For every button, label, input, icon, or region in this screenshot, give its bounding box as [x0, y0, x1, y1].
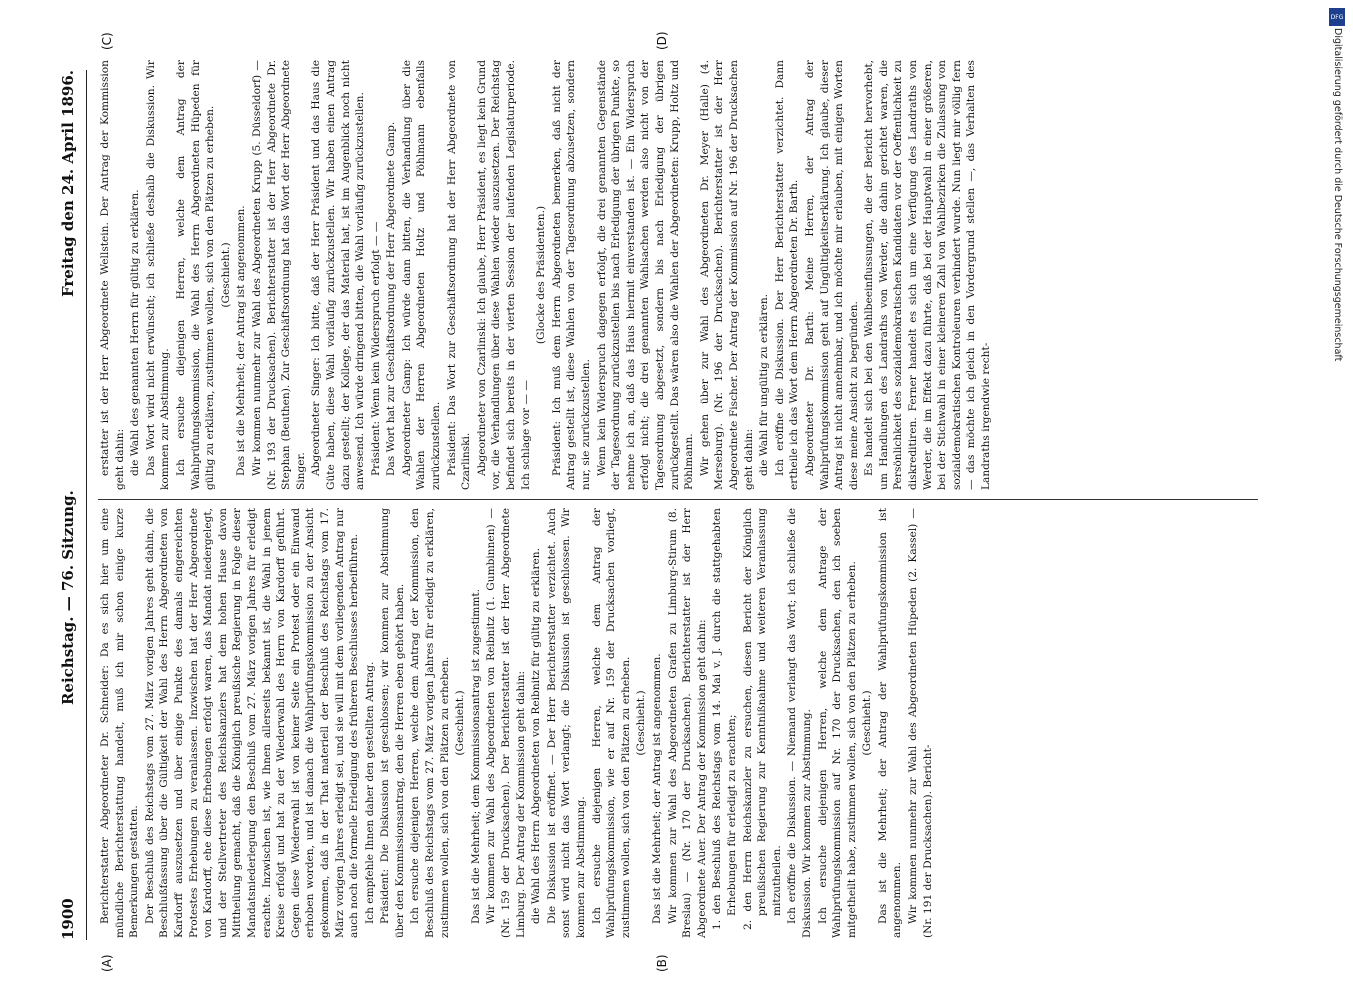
paragraph: Die Diskussion ist eröffnet. — Der Herr Berichterstatter verzichtet. Auch sonst wird nicht das Wort verlangt; die Diskussion ist geschlossen. Wir kommen zur Abstimmung.	[545, 508, 587, 938]
paragraph: Das Wort wird nicht erwünscht; ich schließe deshalb die Diskussion. Wir kommen zur Abstimmung.	[144, 60, 172, 490]
paragraph: Ich ersuche diejenigen Herren, welche dem Antrage der Wahlprüfungskommission auf Nr. 170 der Drucksachen, den ich soeben mitgetheilt habe, zustimmen wollen, sich von den Plätzen zu erheben.	[816, 508, 858, 938]
column-divider	[98, 499, 1258, 500]
paragraph: Wir kommen nunmehr zur Wahl des Abgeordneten Hüpeden (2. Kassel) — (Nr. 191 der Drucksachen). Bericht-	[907, 508, 934, 938]
margin-marker-d: (D)	[655, 31, 669, 50]
dfg-logo-icon: DFG	[1329, 8, 1345, 26]
margin-marker-b: (B)	[655, 954, 669, 972]
paragraph: Wir gehen über zur Wahl des Abgeordneten Dr. Meyer (Halle) (4. Merseburg). (Nr. 196 der Drucksachen). Berichterstatter ist der Herr Abgeordnete Fischer. Der Antrag der Kommission auf Nr. 196 der Drucksachen geht dahin:	[698, 60, 755, 490]
paragraph: Der Beschluß des Reichstags vom 27. März vorigen Jahres geht dahin, die Beschlußfassung über die Gültigkeit der Wahl des Herrn Abgeordneten von Kardorff auszusetzen und über einige Punkte des damals eingereichten Protestes Erhebungen zu veranlassen. Inzwischen hat der Herr Abgeordnete von Kardorff, ehe diese Erhebungen erfolgt waren, das Mandat niedergelegt, und der Stellvertreter des Reichskanzlers hat dem hohen Hause davon Mittheilung gemacht, daß die Königlich preußische Regierung in Folge dieser Mandatsniederlegung den Beschluß vom 27. März vorigen Jahres für erledigt erachte. Inzwischen ist, wie Ihnen allerseits bekannt ist, die Wahl in jenem Kreise erfolgt und hat zu der Wiederwahl des Herrn von Kardorff geführt. Gegen diese Wiederwahl ist von keiner Seite ein Protest oder ein Einwand erhoben worden, und ist danach die Wahlprüfungskommission zu der Ansicht gekommen, daß in der That materiell der Beschluß des Reichstags vom 17. März vorigen Jahres erledigt sei, und sie will mit dem vorliegenden Antrag nur auch noch die formelle Erledigung des früheren Beschlusses herbeiführen.	[143, 508, 361, 938]
paragraph: Präsident: Ich muß dem Herrn Abgeordneten bemerken, daß nicht der Antrag gestellt ist, diese Wahlen von der Tagesordnung abzusetzen, sondern nur, sie zurückzustellen.	[550, 60, 592, 490]
paragraph: Abgeordneter Dr. Barth: Meine Herren, der Antrag der Wahlprüfungskommission geht auf Ungültigkeitserklärung. Ich glaube, dieser Antrag ist nicht annehmbar, und ich möchte mir erlauben, mit einigen Worten diese meine Ansicht zu begründen.	[803, 60, 860, 490]
margin-marker-a: (A)	[100, 954, 114, 972]
paragraph: Wir kommen zur Wahl des Abgeordneten von Reibnitz (1. Gumbinnen) — (Nr. 159 der Drucksachen). Der Berichterstatter ist der Herr Abgeordnete Limburg. Der Antrag der Kommission geht dahin:	[485, 508, 527, 938]
paragraph: Präsident: Wenn kein Widerspruch erfolgt — —	[369, 221, 382, 476]
paragraph: Ich ersuche diejenigen Herren, welche dem Antrag der Wahlprüfungskommission, die Wahl des Herrn Abgeordneten Hüpeden für gültig zu erklären, zustimmen wollen, sich von den Plätzen zu erheben.	[174, 60, 217, 490]
paragraph: Das ist die Mehrheit; der Antrag ist angenommen.	[650, 653, 663, 924]
digitization-sidebar	[1327, 6, 1347, 996]
paragraph: Das ist die Mehrheit; dem Kommissionsantrag ist zugestimmt.	[469, 588, 482, 924]
session-date: Freitag den 24. April 1896.	[59, 70, 77, 297]
page-number: 1900	[59, 898, 77, 940]
paragraph: (Geschieht.)	[219, 242, 232, 308]
paragraph: (Geschieht.)	[454, 690, 467, 756]
paragraph: Ich ersuche diejenigen Herren, welche dem Antrag der Kommission, den Beschluß des Reichstags vom 27. März vorigen Jahres für erledigt zu erklären, zustimmen wollen, sich von den Plätzen zu erheben.	[409, 508, 451, 938]
digitization-credit: Digitalisierung gefördert durch die Deutsche Forschungsgemeinschaft	[1332, 28, 1343, 362]
paragraph: Abgeordneter von Czarlinski: Ich glaube, Herr Präsident, es liegt kein Grund vor, die Verhandlungen über diese Wahlen wieder auszusetzen. Der Reichstag befindet sich bereits in der vierten Session der laufenden Legislaturperiode. Ich schlage vor — —	[475, 60, 532, 490]
right-column	[98, 60, 1263, 490]
paragraph: Das ist die Mehrheit; der Antrag ist angenommen.	[235, 205, 248, 476]
paragraph: (Geschieht.)	[861, 690, 874, 756]
paragraph: Abgeordneter Gamp: Ich würde dann bitten, die Verhandlung über die Wahlen der Herren Abgeordneten Holtz und Pöhlmann ebenfalls zurückzustellen.	[400, 60, 443, 490]
paragraph: Das ist die Mehrheit; der Antrag der Wahlprüfungskommission ist angenommen.	[876, 508, 904, 938]
paragraph: die Wahl des Herrn Abgeordneten von Reibnitz für gültig zu erklären.	[530, 548, 543, 924]
paragraph: Ich eröffne die Diskussion. Der Herr Berichterstatter verzichtet. Dann ertheile ich das Wort dem Herrn Abgeordneten Dr. Barth.	[773, 60, 801, 490]
paragraph: Präsident: Das Wort zur Geschäftsordnung hat der Herr Abgeordnete von Czarlinski.	[445, 60, 473, 490]
paragraph: die Wahl des genannten Herrn für gültig zu erklären.	[129, 189, 142, 476]
paragraph: Wenn kein Widerspruch dagegen erfolgt, die drei genannten Gegenstände der Tagesordnung zurückzustellen bis nach Erledigung der übrigen Punkte, so nehme ich an, daß das Haus hiermit einverstanden ist. — Ein Widerspruch erfolgt nicht; die drei genannten Wahlsachen werden also nicht von der Tagesordnung abgesetzt, sondern bis nach Erledigung der übrigen zurückgestellt. Das wären also die Wahlen der Abgeordneten: Krupp, Holtz und Pöhlmann.	[595, 60, 696, 490]
paragraph: (Glocke des Präsidenten.)	[535, 205, 548, 345]
paragraph: erstatter ist der Herr Abgeordnete Wellstein. Der Antrag der Kommission geht dahin:	[99, 60, 126, 490]
paragraph: 2. den Herrn Reichskanzler zu ersuchen, diesen Bericht der Königlich preußischen Regierung zur Kenntnißnahme und weiteren Veranlassung mitzutheilen.	[741, 508, 783, 930]
paragraph: 1. den Beschluß des Reichstags vom 14. Mai v. J. durch die stattgehabten Erhebungen für erledigt zu erachten;	[711, 508, 738, 930]
paragraph: (Geschieht.)	[635, 690, 648, 756]
page-header	[50, 70, 87, 940]
paragraph: Es handelt sich bei den Wahlbeeinflussungen, die der Bericht hervorhebt, um Handlungen des Landraths von Werder, die dahin gerichtet waren, die Persönlichkeit des sozialdemokratischen Kandidaten vor der Oeffentlichkeit zu diskreditiren. Ferner handelt es sich um eine Verfügung des Landraths von Werder, die im Effekt dazu führte, daß bei der Hauptwahl in einer größeren, bei der Stichwahl in einer kleineren Zahl von Wahlbezirken die Zulassung von sozialdemokratischen Kontroleuren verhindert wurde. Nun liegt mir völlig fern — das möchte ich gleich in den Vordergrund stellen —, das Verhalten des Landraths irgendwie recht-	[863, 60, 993, 490]
paragraph: Wir kommen zur Wahl des Abgeordneten Grafen zu Limburg-Stirum (8. Breslau) — (Nr. 170 der Drucksachen). Berichterstatter ist der Herr Abgeordnete Auer. Der Antrag der Kommission geht dahin:	[666, 508, 708, 938]
paragraph: die Wahl für ungültig zu erklären.	[758, 293, 771, 476]
paragraph: Berichterstatter Abgeordneter Dr. Schneider: Da es sich hier um eine mündliche Berichterstattung handelt, muß ich mir schon einige kurze Bemerkungen gestatten.	[99, 508, 141, 938]
left-column	[98, 508, 1263, 938]
paragraph: Ich ersuche diejenigen Herren, welche dem Antrag der Wahlprüfungskommission, wie er auf Nr. 159 der Drucksachen vorliegt, zustimmen wollen, sich von den Plätzen zu erheben.	[590, 508, 632, 938]
paragraph: Ich eröffne die Diskussion. — Niemand verlangt das Wort; ich schließe die Diskussion. Wir kommen zur Abstimmung.	[786, 508, 813, 938]
paragraph: Abgeordneter Singer: Ich bitte, daß der Herr Präsident und das Haus die Güte haben, diese Wahl vorläufig zurückzustellen. Wir haben einen Antrag dazu gestellt; der Kollege, der das Material hat, ist im Augenblick noch nicht anwesend. Ich würde dringend bitten, die Wahl vorläufig zurückzustellen.	[310, 60, 367, 490]
paragraph: Wir kommen nunmehr zur Wahl des Abgeordneten Krupp (5. Düsseldorf) — (Nr. 193 der Drucksachen). Berichterstatter ist der Herr Abgeordnete Dr. Stephan (Beuthen). Zur Geschäftsordnung hat das Wort der Herr Abgeordnete Singer.	[250, 60, 307, 490]
paragraph: Das Wort hat zur Geschäftsordnung der Herr Abgeordnete Gamp.	[385, 121, 398, 476]
session-title: Reichstag. — 76. Sitzung.	[59, 490, 77, 706]
paragraph: Präsident: Die Diskussion ist geschlossen; wir kommen zur Abstimmung über den Kommissionsantrag, den die Herren eben gehört haben.	[379, 508, 406, 938]
margin-marker-c: (C)	[100, 32, 114, 50]
paragraph: Ich empfehle Ihnen daher den gestellten Antrag.	[363, 661, 376, 924]
